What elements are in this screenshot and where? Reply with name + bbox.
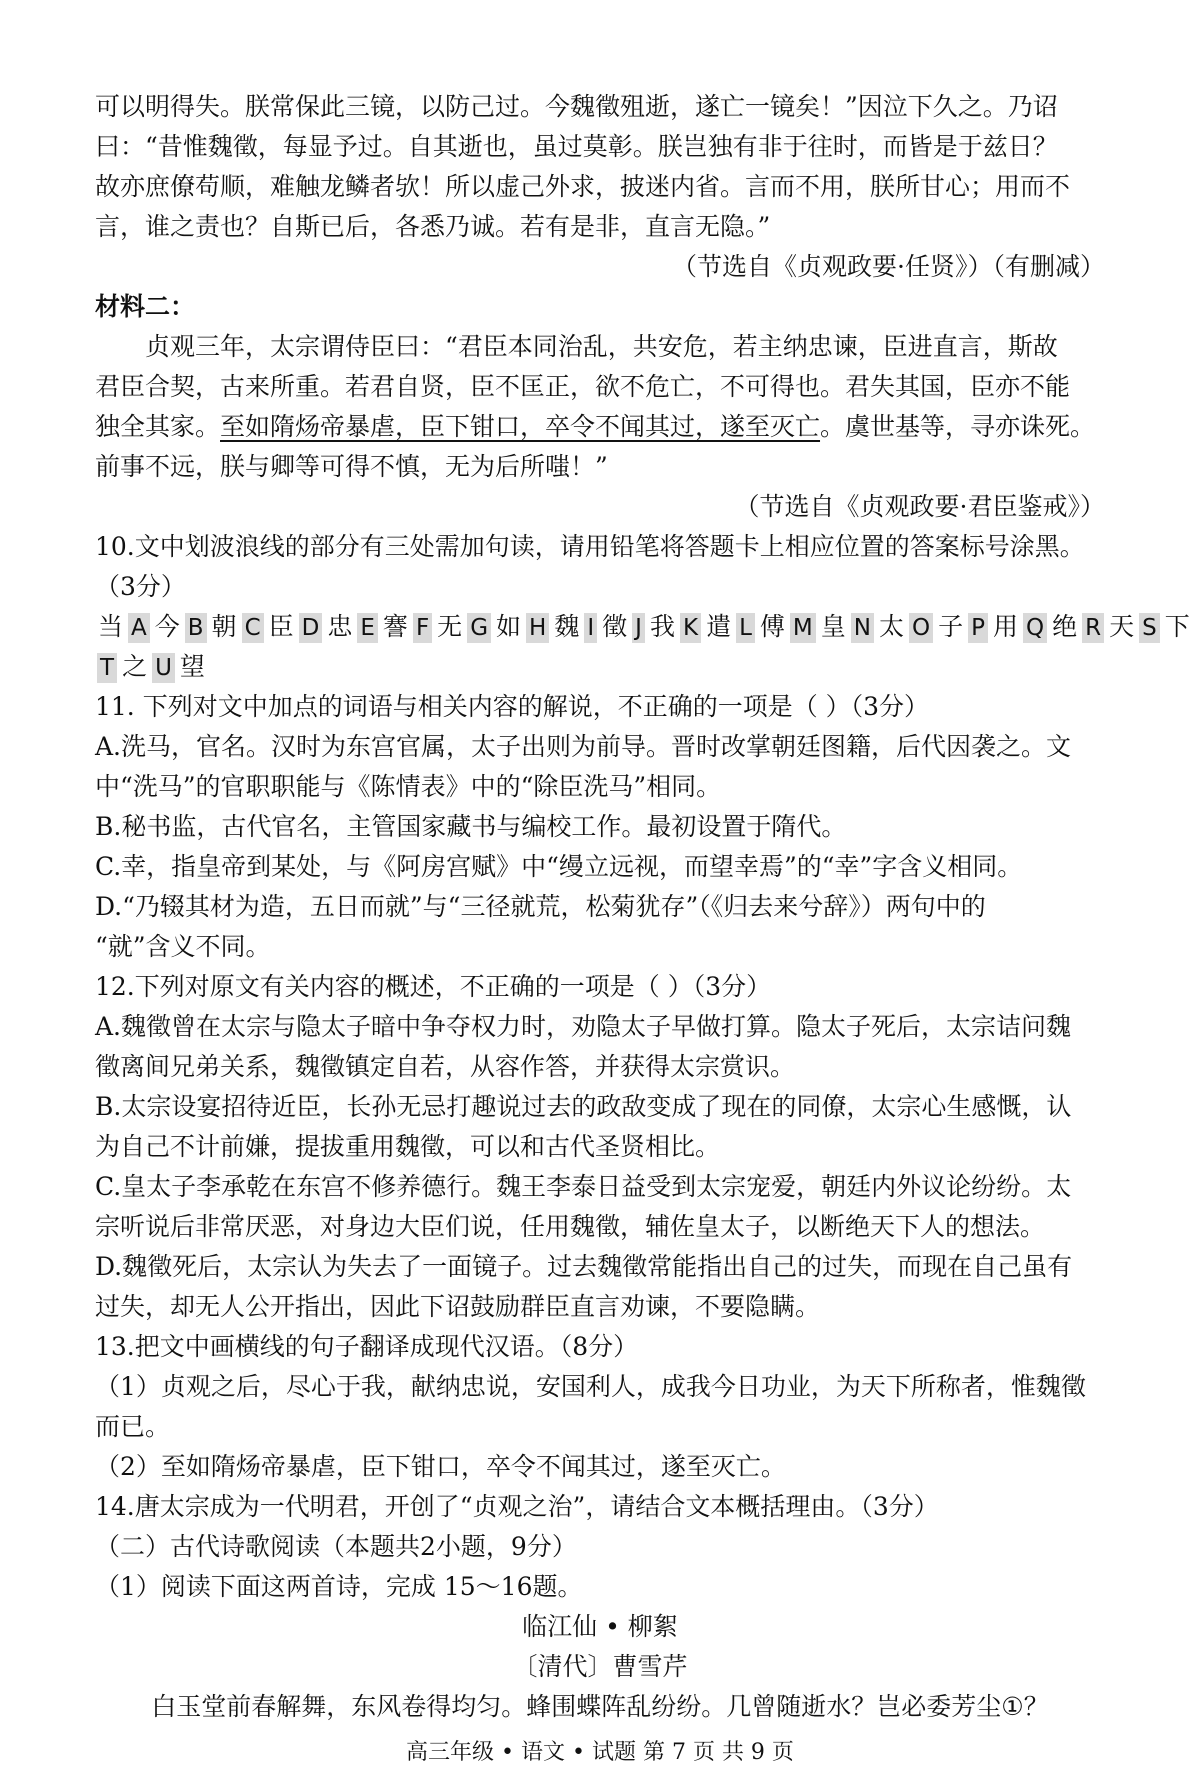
option-line: C.幸，指皇帝到某处，与《阿房宫赋》中“缦立远视，而望幸焉”的“幸”字含义相同。	[95, 852, 1023, 881]
text-character: 朝	[211, 612, 237, 641]
text-character: 今	[154, 612, 180, 641]
punctuation-option-label: S	[1139, 613, 1160, 643]
text-character: 我	[649, 612, 675, 641]
text-line: 言，谁之责也？自斯已后，各悉乃诚。若有是非，直言无隐。”	[95, 212, 771, 241]
text-character: 徵	[602, 612, 628, 641]
text-line	[95, 408, 1105, 446]
material-2-heading: 材料二：	[95, 292, 196, 321]
punctuation-option-label: H	[526, 613, 549, 643]
option-line: A.洗马，官名。汉时为东宫官属，太子出则为前导。晋时改掌朝廷图籍，后代因袭之。文	[95, 732, 1072, 761]
punctuation-option-label: I	[584, 613, 597, 643]
section-intro: （1）阅读下面这两首诗，完成 15～16题。	[95, 1572, 583, 1601]
punctuation-option-label: G	[467, 613, 491, 643]
question-10: 10.文中划波浪线的部分有三处需加句读，请用铅笔将答题卡上相应位置的答案标号涂黑。	[95, 532, 1085, 561]
text-line: 可以明得失。朕常保此三镜，以防己过。今魏徵殂逝，遂亡一镜矣！”因泣下久之。乃诏	[95, 92, 1058, 121]
text-character: 无	[437, 612, 463, 641]
text-span: 独全其家。	[95, 412, 221, 441]
punctuation-option-label: B	[185, 613, 207, 643]
punctuation-option-label: E	[357, 613, 378, 643]
text-line: 前事不远，朕与卿等可得不慎，无为后所嗤！”	[95, 452, 608, 481]
source-citation: （节选自《贞观政要·任贤》）（有删减）	[672, 252, 1105, 281]
text-line: 贞观三年，太宗谓侍臣曰：“君臣本同治乱，共安危，若主纳忠谏，臣进直言，斯故	[145, 332, 1058, 361]
text-line: 故亦庶僚苟顺，难触龙鳞者欤！所以虚己外求，披迷内省。言而不用，朕所甘心；用而不	[95, 172, 1071, 201]
question-12: 12.下列对原文有关内容的概述，不正确的一项是（ ）（3分）	[95, 972, 772, 1001]
option-line: B.太宗设宴招待近臣，长孙无忌打趣说过去的政敌变成了现在的同僚，太宗心生感慨，认	[95, 1092, 1072, 1121]
text-character: 用	[993, 612, 1019, 641]
text-line: 曰：“昔惟魏徵，每显予过。自其逝也，虽过莫彰。朕岂独有非于往时，而皆是于兹日？	[95, 132, 1058, 161]
text-character: 望	[179, 652, 205, 681]
text-character: 謇	[382, 612, 408, 641]
punctuation-option-label: D	[299, 613, 323, 643]
option-line: 过失，却无人公开指出，因此下诏鼓励群臣直言劝谏，不要隐瞒。	[95, 1292, 821, 1321]
sub-question: （1）贞观之后，尽心于我，献纳忠说，安国利人，成我今日功业，为天下所称者，惟魏徵	[95, 1372, 1086, 1401]
text-character: 太	[879, 612, 905, 641]
option-line: B.秘书监，古代官名，主管国家藏书与编校工作。最初设置于隋代。	[95, 812, 847, 841]
option-line: 中“洗马”的官职职能与《陈情表》中的“除臣洗马”相同。	[95, 772, 722, 801]
text-character: 皇	[820, 612, 846, 641]
punctuation-option-label: A	[128, 613, 150, 643]
text-character: 如	[496, 612, 522, 641]
text-character: 子	[938, 612, 964, 641]
question-11: 11. 下列对文中加点的词语与相关内容的解说，不正确的一项是（ ）（3分）	[95, 692, 930, 721]
text-character: 遣	[706, 612, 732, 641]
section-heading: （二）古代诗歌阅读（本题共2小题，9分）	[95, 1532, 577, 1561]
punctuation-option-label: R	[1082, 613, 1104, 643]
text-character: 臣	[268, 612, 294, 641]
text-span: 。虞世基等，寻亦诛死。	[820, 412, 1096, 441]
option-line: A.魏徵曾在太宗与隐太子暗中争夺权力时，劝隐太子早做打算。隐太子死后，太宗诘问魏	[95, 1012, 1072, 1041]
text-character: 忠	[327, 612, 353, 641]
punctuation-option-label: O	[909, 613, 933, 643]
poem-title: 临江仙 • 柳絮	[522, 1612, 678, 1641]
underlined-sentence: 至如隋炀帝暴虐，臣下钳口，卒令不闻其过，遂至灭亡	[220, 412, 821, 441]
question-14: 14.唐太宗成为一代明君，开创了“贞观之治”，请结合文本概括理由。（3分）	[95, 1492, 939, 1521]
text-character: 傅	[759, 612, 785, 641]
punctuation-options-row	[95, 608, 1190, 646]
punctuation-option-label: Q	[1023, 613, 1047, 643]
text-character: 下	[1164, 612, 1190, 641]
punctuation-option-label: N	[851, 613, 874, 643]
option-line: 徵离间兄弟关系，魏徵镇定自若，从容作答，并获得太宗赏识。	[95, 1052, 796, 1081]
text-character: 天	[1109, 612, 1135, 641]
punctuation-option-label: M	[790, 613, 816, 643]
poem-line: 白玉堂前春解舞，东风卷得均匀。蜂围蝶阵乱纷纷。几曾随逝水？岂必委芳尘①？	[151, 1692, 1049, 1721]
text-line: 君臣合契，古来所重。若君自贤，臣不匡正，欲不危亡，不可得也。君失其国，臣亦不能	[95, 372, 1071, 401]
text-character: 当	[98, 612, 124, 641]
punctuation-option-label: J	[632, 613, 645, 643]
option-line: 宗听说后非常厌恶，对身边大臣们说，任用魏徵，辅佐皇太子，以断绝天下人的想法。	[95, 1212, 1046, 1241]
option-line: “就”含义不同。	[95, 932, 271, 961]
punctuation-option-label: C	[242, 613, 264, 643]
punctuation-option-label: L	[736, 613, 755, 643]
question-13: 13.把文中画横线的句子翻译成现代汉语。（8分）	[95, 1332, 639, 1361]
sub-question: （2）至如隋炀帝暴虐，臣下钳口，卒令不闻其过，遂至灭亡。	[95, 1452, 786, 1481]
punctuation-option-label: K	[680, 613, 701, 643]
poem-author: 〔清代〕曹雪芹	[512, 1652, 688, 1681]
punctuation-options-row	[95, 648, 1105, 686]
question-10-score: （3分）	[95, 572, 186, 601]
punctuation-option-label: P	[968, 613, 988, 643]
page-footer: 高三年级 • 语文 • 试题 第 7 页 共 9 页	[406, 1740, 794, 1765]
sub-question: 而已。	[95, 1412, 171, 1441]
option-line: D.“乃辍其材为造，五日而就”与“三径就荒，松菊犹存”（《归去来兮辞》）两句中的	[95, 892, 986, 921]
punctuation-option-label: U	[152, 653, 175, 683]
text-character: 之	[122, 652, 148, 681]
option-line: C.皇太子李承乾在东宫不修养德行。魏王李泰日益受到太宗宠爱，朝廷内外议论纷纷。太	[95, 1172, 1072, 1201]
option-line: 为自己不计前嫌，提拔重用魏徵，可以和古代圣贤相比。	[95, 1132, 721, 1161]
punctuation-option-label: T	[97, 653, 117, 683]
text-character: 魏	[554, 612, 580, 641]
source-citation: （节选自《贞观政要·君臣鉴戒》）	[734, 492, 1105, 521]
option-line: D.魏徵死后，太宗认为失去了一面镜子。过去魏徵常能指出自己的过失，而现在自己虽有	[95, 1252, 1073, 1281]
punctuation-option-label: F	[413, 613, 432, 643]
text-character: 绝	[1052, 612, 1078, 641]
